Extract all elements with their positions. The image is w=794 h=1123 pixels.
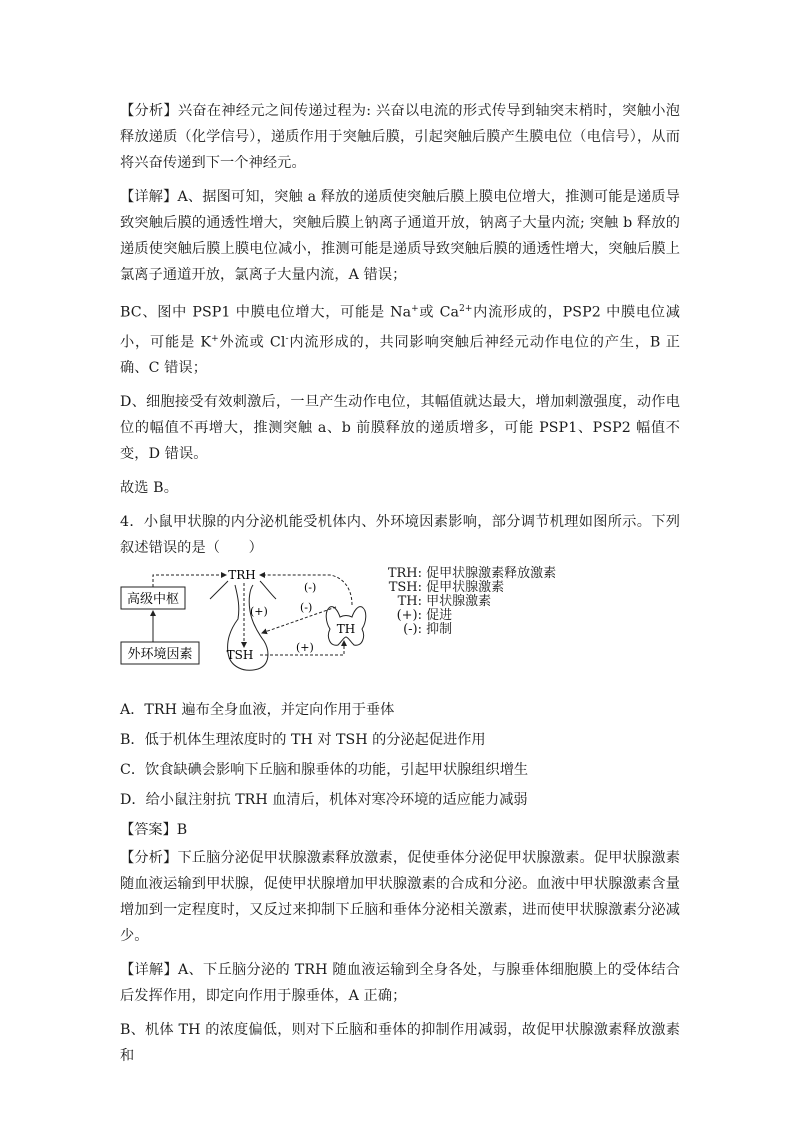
detail-paragraph-2b: B、机体 TH 的浓度偏低，则对下丘脑和垂体的抑制作用减弱，故促甲状腺激素释放激素和 [120, 1022, 680, 1065]
k-charge: + [211, 333, 219, 344]
choose-line-1: 故选 B。 [120, 480, 178, 497]
detail-paragraph-1bc [120, 296, 680, 381]
bc-text-3: 内流形成的，PSP2 中膜电位减小，可能是 K [120, 304, 681, 351]
legend-text: 甲状腺激素 [426, 594, 492, 610]
legend-text: 抑制 [426, 622, 453, 638]
answer-line: 【答案】B [120, 822, 188, 839]
trh-promote-sign: (+) [250, 605, 268, 619]
bc-text-2: 或 Ca [418, 304, 460, 321]
th-label: TH [336, 622, 356, 637]
legend-key: TRH: [387, 566, 422, 582]
bc-text-5: 内流形成的，共同影响突触后神经元动作电位的产生，B 正确、C 错误； [120, 334, 680, 377]
legend-item [382, 623, 556, 637]
content-column [120, 98, 680, 1069]
th-tsh-inhibit-sign: (-) [300, 601, 313, 615]
diagram-legend [382, 567, 556, 637]
trh-label: TRH [228, 568, 256, 583]
diagram-svg [120, 567, 382, 687]
hypothalamus-outline [210, 581, 276, 599]
bc-text-4: 外流或 Cl [218, 334, 286, 351]
cl-charge: - [285, 333, 289, 344]
option-d: D．给小鼠注射抗 TRH 血清后，机体对寒冷环境的适应能力减弱 [120, 792, 528, 809]
legend-text: 促甲状腺激素 [426, 580, 505, 596]
tsh-promote-sign: (+) [296, 641, 314, 655]
regulation-diagram [120, 567, 680, 687]
detail-paragraph-2a: 【详解】A、下丘脑分泌的 TRH 随血液运输到全身各处，与腺垂体细胞膜上的受体结合后发挥作用，即定向作用于腺垂体，A 正确； [120, 962, 680, 1005]
detail-paragraph-1a: 【详解】A、据图可知，突触 a 释放的递质使突触后膜上膜电位增大，推测可能是递质导致突触后膜的通透性增大，突触后膜上钠离子通道开放，钠离子大量内流; 突触 b 释放的递质使突触后膜上膜电位减小，推测可能是递质导致突触后膜的通透性增大，突触后膜上氯离子通道开放，氯离子大量内流，A 错误； [120, 189, 680, 283]
legend-key: TH: [397, 594, 422, 610]
bc-text-1: BC、图中 PSP1 中膜电位增大，可能是 Na [120, 304, 412, 321]
ca-charge: 2+ [459, 304, 473, 314]
option-b: B．低于机体生理浓度时的 TH 对 TSH 的分泌起促进作用 [120, 732, 486, 749]
legend-item [382, 595, 556, 609]
tsh-label: TSH [226, 648, 254, 663]
detail-paragraph-1d: D、细胞接受有效刺激后，一旦产生动作电位，其幅值就达最大，增加刺激强度，动作电位的幅值不再增大，推测突触 a、b 前膜释放的递质增多，可能 PSP1、PSP2 幅值不变，D 错误。 [120, 394, 680, 463]
higher-center-label: 高级中枢 [126, 592, 180, 608]
legend-text: 促甲状腺激素释放激素 [426, 566, 557, 582]
na-charge: + [411, 304, 419, 314]
legend-item [382, 609, 556, 623]
th-to-pituitary-inhibit-arrow [262, 607, 336, 633]
option-c: C．饮食缺碘会影响下丘脑和腺垂体的功能，引起甲状腺组织增生 [120, 762, 529, 779]
legend-key: (+): [396, 608, 422, 624]
analysis-paragraph-2: 【分析】下丘脑分泌促甲状腺激素释放激素，促使垂体分泌促甲状腺激素。促甲状腺激素随血液运输到甲状腺，促使甲状腺增加甲状腺激素的合成和分泌。血液中甲状腺激素含量增加到一定程度时，又反过来抑制下丘脑和垂体分泌相关激素，进而使甲状腺激素分泌减少。 [120, 850, 680, 945]
environment-label: 外环境因素 [127, 647, 193, 663]
th-trh-inhibit-sign: (-) [304, 581, 317, 595]
option-a: A．TRH 遍布全身血液，并定向作用于垂体 [120, 702, 395, 719]
center-to-trh-arrow [153, 575, 226, 587]
analysis-paragraph-1: 【分析】兴奋在神经元之间传递过程为: 兴奋以电流的形式传导到轴突末梢时，突触小泡释放递质（化学信号），递质作用于突触后膜，引起突触后膜产生膜电位（电信号），从而将兴奋传递到下一个神经元。 [120, 103, 680, 171]
legend-key: (-): [403, 622, 422, 638]
question-4-stem: 4．小鼠甲状腺的内分泌机能受机体内、外环境因素影响，部分调节机理如图所示。下列叙述错误的是（ ） [120, 514, 680, 557]
legend-key: TSH: [388, 580, 422, 596]
legend-text: 促进 [426, 608, 453, 624]
